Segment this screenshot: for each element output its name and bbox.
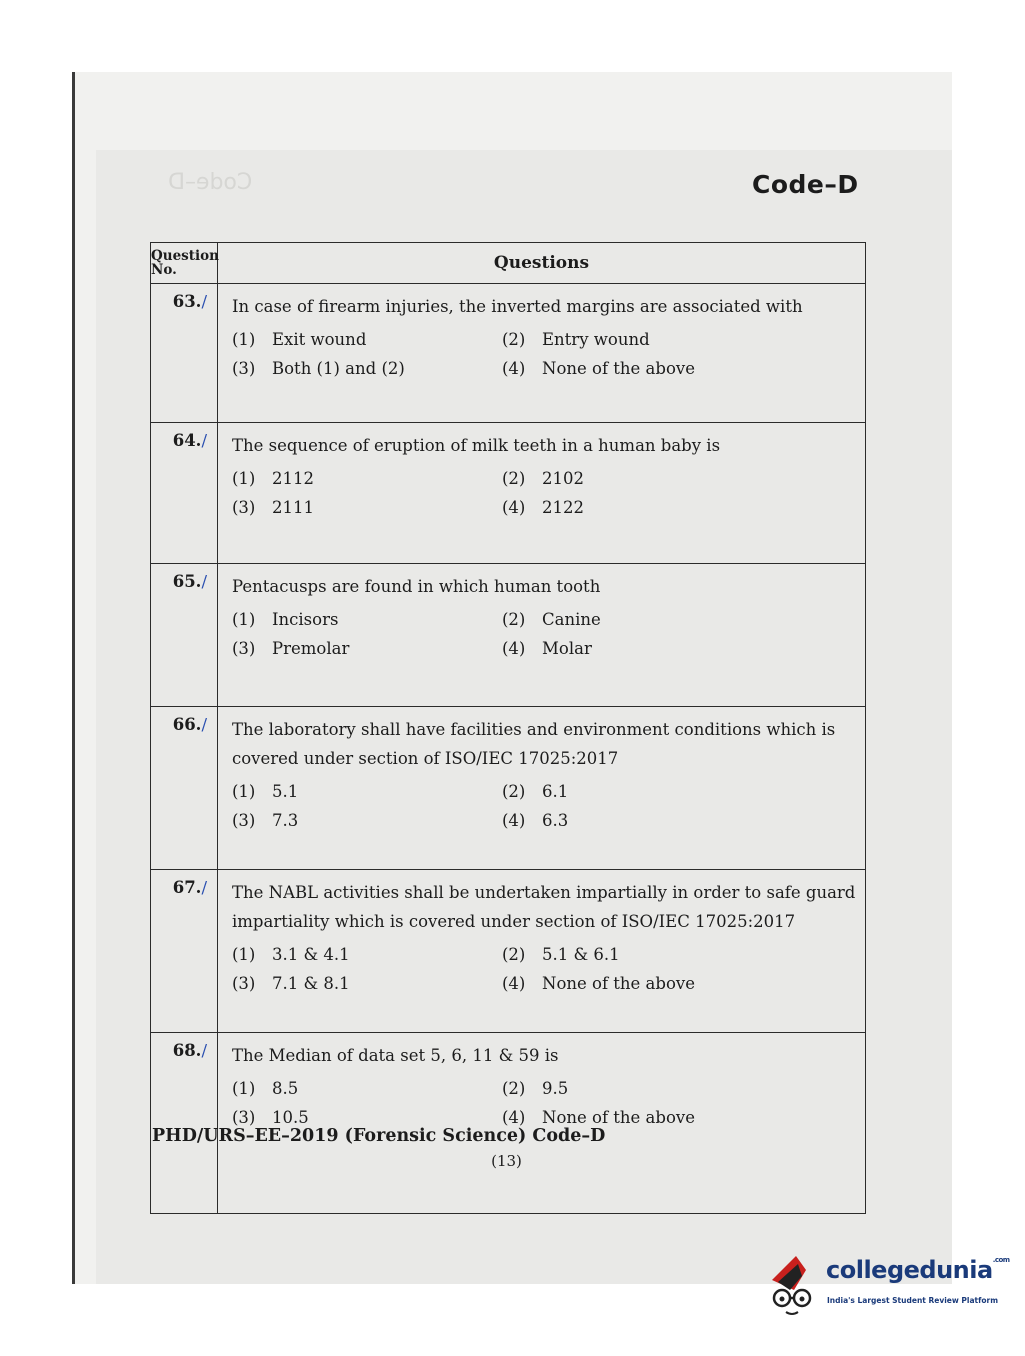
option-number: (4) bbox=[502, 811, 526, 830]
option-number: (3) bbox=[232, 639, 256, 658]
paper-code: Code–D bbox=[752, 170, 859, 199]
question-body bbox=[218, 564, 866, 707]
scan-edge bbox=[72, 72, 75, 1284]
option bbox=[232, 464, 502, 493]
option-number: (1) bbox=[232, 1079, 256, 1098]
page-number: (13) bbox=[491, 1152, 522, 1170]
options bbox=[232, 777, 861, 835]
option bbox=[502, 806, 861, 835]
option-text: 8.5 bbox=[272, 1079, 299, 1098]
option-text: None of the above bbox=[542, 974, 695, 993]
question-row bbox=[151, 284, 866, 423]
option bbox=[232, 605, 502, 634]
option-number: (3) bbox=[232, 498, 256, 517]
option-number: (2) bbox=[502, 1079, 526, 1098]
option-number: (1) bbox=[232, 782, 256, 801]
questions-table bbox=[150, 242, 866, 1214]
option-text: 2122 bbox=[542, 498, 584, 517]
option bbox=[232, 634, 502, 663]
tick-mark-icon: ∕ bbox=[201, 572, 207, 591]
question-body bbox=[218, 1033, 866, 1214]
mascot-icon bbox=[766, 1250, 824, 1326]
options bbox=[232, 464, 861, 522]
option-number: (4) bbox=[502, 639, 526, 658]
question-row bbox=[151, 707, 866, 870]
option-number: (3) bbox=[232, 359, 256, 378]
option-text: 2112 bbox=[272, 469, 314, 488]
option-text: Entry wound bbox=[542, 330, 650, 349]
question-number: 65.∕ bbox=[151, 564, 218, 707]
tick-mark-icon: ∕ bbox=[201, 715, 207, 734]
questions-header: Questions bbox=[218, 243, 866, 284]
question-number: 66.∕ bbox=[151, 707, 218, 870]
logo-wordmark: collegedunia$^{.com}$ bbox=[826, 1256, 1010, 1284]
options bbox=[232, 940, 861, 998]
option-number: (4) bbox=[502, 974, 526, 993]
option bbox=[502, 777, 861, 806]
option-text: 5.1 bbox=[272, 782, 299, 801]
option bbox=[502, 464, 861, 493]
option-number: (4) bbox=[502, 1108, 526, 1127]
option bbox=[502, 354, 861, 383]
question-row bbox=[151, 1033, 866, 1214]
option-text: 7.1 & 8.1 bbox=[272, 974, 350, 993]
option-number: (2) bbox=[502, 610, 526, 629]
option-text: 7.3 bbox=[272, 811, 299, 830]
options bbox=[232, 605, 861, 663]
option-number: (4) bbox=[502, 498, 526, 517]
option-text: Incisors bbox=[272, 610, 339, 629]
option-text: 5.1 & 6.1 bbox=[542, 945, 620, 964]
question-number: 67.∕ bbox=[151, 870, 218, 1033]
option-text: Canine bbox=[542, 610, 601, 629]
option bbox=[502, 969, 861, 998]
logo-tagline: India's Largest Student Review Platform bbox=[827, 1296, 999, 1305]
option bbox=[232, 940, 502, 969]
question-number: 68.∕ bbox=[151, 1033, 218, 1214]
option-number: (3) bbox=[232, 1108, 256, 1127]
option bbox=[232, 969, 502, 998]
question-no-header: Question No. bbox=[151, 243, 218, 284]
option bbox=[232, 493, 502, 522]
option bbox=[232, 325, 502, 354]
option-number: (1) bbox=[232, 330, 256, 349]
option-text: 2111 bbox=[272, 498, 314, 517]
option-text: 2102 bbox=[542, 469, 584, 488]
option-text: 6.3 bbox=[542, 811, 569, 830]
question-stem: In case of firearm injuries, the inverted margins are associated with bbox=[232, 297, 803, 316]
option bbox=[502, 634, 861, 663]
option-text: 6.1 bbox=[542, 782, 569, 801]
question-body bbox=[218, 707, 866, 870]
option bbox=[502, 940, 861, 969]
footer-code-line: PHD/URS–EE–2019 (Forensic Science) Code–D bbox=[152, 1126, 606, 1146]
option-number: (2) bbox=[502, 782, 526, 801]
collegedunia-logo[interactable] bbox=[766, 1250, 1010, 1326]
option-text: 10.5 bbox=[272, 1108, 309, 1127]
option-text: None of the above bbox=[542, 1108, 695, 1127]
tick-mark-icon: ∕ bbox=[201, 878, 207, 897]
tick-mark-icon: ∕ bbox=[201, 1041, 207, 1060]
question-row bbox=[151, 423, 866, 564]
option-number: (2) bbox=[502, 945, 526, 964]
options bbox=[232, 1074, 861, 1132]
option-number: (1) bbox=[232, 469, 256, 488]
question-number: 63.∕ bbox=[151, 284, 218, 423]
option-number: (3) bbox=[232, 811, 256, 830]
tick-mark-icon: ∕ bbox=[201, 292, 207, 311]
option-number: (2) bbox=[502, 469, 526, 488]
option-number: (1) bbox=[232, 610, 256, 629]
question-stem: The laboratory shall have facilities and environment conditions which is covered under section of ISO/IEC 17025:2017 bbox=[232, 720, 836, 768]
option-text: Both (1) and (2) bbox=[272, 359, 405, 378]
question-stem: The sequence of eruption of milk teeth in a human baby is bbox=[232, 436, 721, 455]
tick-mark-icon: ∕ bbox=[201, 431, 207, 450]
option bbox=[232, 354, 502, 383]
option-number: (2) bbox=[502, 330, 526, 349]
table-header-row bbox=[151, 243, 866, 284]
option bbox=[232, 806, 502, 835]
bleed-through-code: Code–D bbox=[168, 170, 253, 195]
option-text: Exit wound bbox=[272, 330, 367, 349]
question-stem: Pentacusps are found in which human tooth bbox=[232, 577, 601, 596]
options bbox=[232, 325, 861, 383]
question-row bbox=[151, 870, 866, 1033]
option bbox=[232, 1074, 502, 1103]
question-stem: The NABL activities shall be undertaken impartially in order to safe guard impartiality which is covered under section of ISO/IEC 17025:2017 bbox=[232, 883, 856, 931]
option-number: (4) bbox=[502, 359, 526, 378]
option-text: 9.5 bbox=[542, 1079, 569, 1098]
option bbox=[502, 493, 861, 522]
option-text: None of the above bbox=[542, 359, 695, 378]
option-text: Premolar bbox=[272, 639, 350, 658]
question-row bbox=[151, 564, 866, 707]
option-text: Molar bbox=[542, 639, 592, 658]
question-stem: The Median of data set 5, 6, 11 & 59 is bbox=[232, 1046, 559, 1065]
option bbox=[232, 777, 502, 806]
question-body bbox=[218, 284, 866, 423]
option-number: (3) bbox=[232, 974, 256, 993]
question-body bbox=[218, 423, 866, 564]
option bbox=[502, 605, 861, 634]
question-number: 64.∕ bbox=[151, 423, 218, 564]
option bbox=[502, 325, 861, 354]
option bbox=[502, 1074, 861, 1103]
option-text: 3.1 & 4.1 bbox=[272, 945, 350, 964]
question-body bbox=[218, 870, 866, 1033]
option-number: (1) bbox=[232, 945, 256, 964]
